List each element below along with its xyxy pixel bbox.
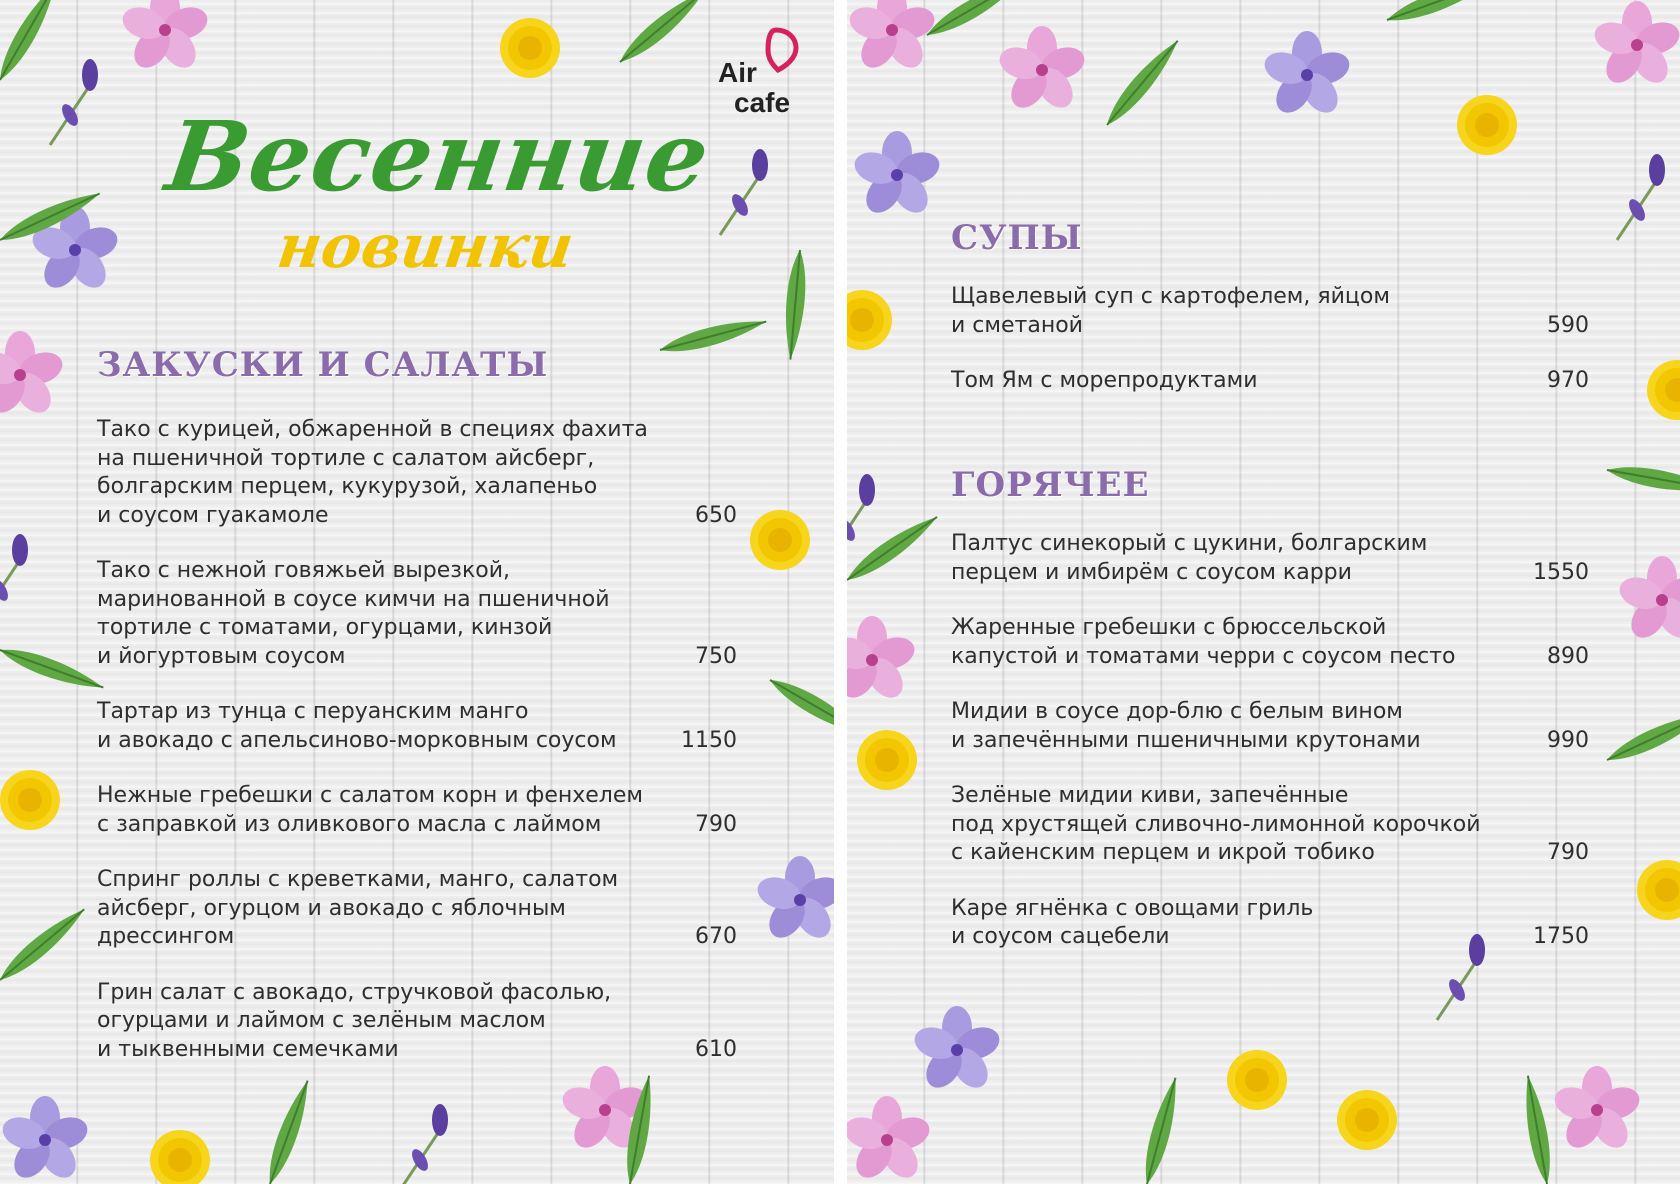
item-price: 670 (695, 924, 737, 949)
item-name: Каре ягнёнка с овощами гриль и соусом сацебели (951, 895, 1314, 949)
section-title-soups: СУПЫ (951, 218, 1083, 258)
item-name: Нежные гребешки с салатом корн и фенхелем с заправкой из оливкового масла с лаймом (97, 783, 643, 837)
leaf-icon (1384, 0, 1494, 28)
item-price: 1150 (681, 727, 737, 753)
item-price: 590 (1547, 312, 1589, 338)
item-price: 1750 (1533, 924, 1589, 949)
dandelion-icon (857, 730, 917, 790)
item-name: Грин салат с авокадо, стручковой фасолью, огурцами и лаймом с зелёным маслом и тыквенными семечками (97, 979, 612, 1062)
leaf-icon (781, 249, 809, 360)
flower-bud-icon (1617, 154, 1665, 240)
pink-flower-icon (847, 1096, 933, 1184)
dandelion-icon (750, 510, 810, 570)
section-title-hot: ГОРЯЧЕЕ (951, 465, 1150, 505)
soups-list (951, 283, 1589, 423)
item-price: 1550 (1533, 559, 1589, 585)
leaf-icon (0, 902, 90, 986)
flower-bud-icon (720, 149, 768, 235)
logo-balloon-icon (716, 24, 806, 114)
item-price: 970 (1547, 368, 1589, 393)
leaf-icon (766, 672, 835, 743)
menu-item (97, 698, 737, 755)
item-price: 650 (695, 502, 737, 528)
dandelion-icon (1337, 1090, 1397, 1150)
dandelion-icon (1637, 860, 1680, 920)
leaf-icon (0, 0, 63, 85)
menu-item (951, 283, 1589, 340)
appetizers-list (97, 416, 737, 1091)
item-name: Спринг роллы с креветками, манго, салатом айсберг, огурцом и авокадо с яблочным дрессингом (97, 867, 619, 949)
item-name: Тако с нежной говяжьей вырезкой, маринованной в соусе кимчи на пшеничной тортиле с томатами, огурцами, кинзой и йогуртовым соусом (97, 558, 610, 669)
item-price: 790 (695, 811, 737, 837)
leaf-icon (1605, 461, 1680, 498)
menu-item (97, 866, 737, 952)
pink-flower-icon (847, 0, 938, 74)
menu-item (951, 530, 1589, 587)
item-name: Тартар из тунца с перуанским манго и авокадо с апельсиново-морковным соусом (97, 699, 617, 753)
menu-page-right (847, 0, 1680, 1184)
menu-item (97, 979, 737, 1065)
air-cafe-logo (716, 24, 806, 114)
hot-dishes-list (951, 530, 1589, 979)
menu-item (951, 614, 1589, 671)
lilac-flower-icon (911, 1006, 1004, 1094)
item-name: Жаренные гребешки с брюссельской капустой и томатами черри с соусом песто (951, 615, 1456, 669)
flower-bud-icon (0, 534, 28, 620)
dandelion-icon (847, 290, 892, 350)
page-title: Весенние (160, 100, 717, 213)
leaf-icon (1603, 705, 1680, 768)
item-price: 750 (695, 643, 737, 669)
item-price: 990 (1547, 727, 1589, 753)
menu-item (951, 367, 1589, 396)
pink-flower-icon (996, 26, 1089, 114)
item-price: 890 (1547, 643, 1589, 669)
leaf-icon (262, 1078, 317, 1184)
item-name: Мидии в соусе дор-блю с белым вином и запечёнными пшеничными крутонами (951, 699, 1421, 753)
dandelion-icon (1227, 1050, 1287, 1110)
flower-bud-icon (400, 1104, 448, 1184)
lilac-flower-icon (754, 856, 834, 944)
item-name: Том Ям с морепродуктами (951, 368, 1258, 393)
lilac-flower-icon (851, 131, 944, 219)
item-name: Щавелевый суп с картофелем, яйцом и сметаной (951, 284, 1390, 338)
page-subtitle: новинки (273, 212, 578, 282)
menu-page-left (0, 0, 834, 1184)
dandelion-icon (1457, 95, 1517, 155)
flower-bud-icon (50, 59, 98, 145)
menu-item (951, 895, 1589, 952)
pink-flower-icon (0, 331, 66, 419)
menu-item (97, 782, 737, 839)
pink-flower-icon (847, 616, 918, 704)
pink-flower-icon (1551, 1066, 1644, 1154)
svg-text:cafe: cafe (734, 87, 791, 114)
item-name: Зелёные мидии киви, запечённые под хрустящей сливочно-лимонной корочкой с кайенским перцем и икрой тобико (951, 783, 1481, 865)
leaf-icon (658, 313, 769, 359)
dandelion-icon (0, 770, 60, 830)
leaf-icon (923, 0, 1027, 43)
item-name: Тако с курицей, обжаренной в специях фахита на пшеничной тортиле с салатом айсберг, болгарским перцем, кукурузой, халапеньо и соусом гуакамоле (97, 417, 648, 528)
leaf-icon (1100, 35, 1184, 131)
leaf-icon (0, 642, 106, 697)
menu-item (951, 698, 1589, 755)
menu-item (97, 557, 737, 671)
item-price: 790 (1547, 840, 1589, 865)
leaf-icon (614, 0, 710, 69)
pink-flower-icon (1616, 556, 1680, 644)
pink-flower-icon (1591, 1, 1680, 89)
lilac-flower-icon (0, 1096, 91, 1184)
menu-item (951, 782, 1589, 868)
leaf-icon (1519, 1074, 1556, 1184)
pink-flower-icon (119, 0, 212, 74)
flower-bud-icon (847, 474, 875, 560)
dandelion-icon (500, 18, 560, 78)
svg-text:Air: Air (718, 57, 757, 88)
dandelion-icon (150, 1130, 210, 1184)
lilac-flower-icon (1261, 31, 1354, 119)
section-title-appetizers: ЗАКУСКИ И САЛАТЫ (97, 345, 549, 385)
leaf-icon (847, 510, 942, 588)
leaf-icon (1138, 1075, 1184, 1184)
menu-item (97, 416, 737, 530)
item-name: Палтус синекорый с цукини, болгарским перцем и имбирём с соусом карри (951, 531, 1428, 585)
item-price: 610 (695, 1036, 737, 1062)
dandelion-icon (1647, 360, 1680, 420)
